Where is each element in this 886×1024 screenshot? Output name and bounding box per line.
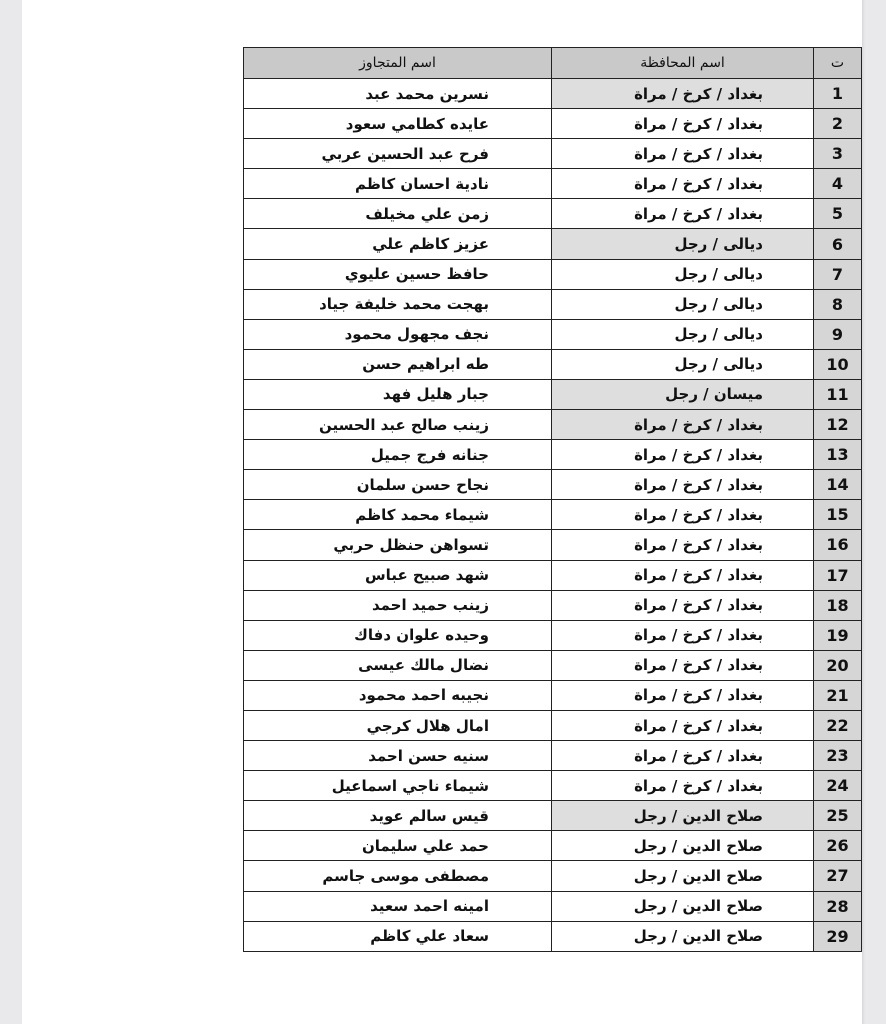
row-number: 10	[814, 349, 862, 379]
table-row	[244, 560, 862, 590]
row-number: 5	[814, 199, 862, 229]
row-number: 19	[814, 620, 862, 650]
table-row	[244, 500, 862, 530]
row-number: 20	[814, 650, 862, 680]
row-violator-name: نادية احسان كاظم	[244, 169, 552, 199]
row-governorate: ديالى / رجل	[552, 319, 814, 349]
table-row	[244, 379, 862, 409]
row-violator-name: زمن علي مخيلف	[244, 199, 552, 229]
row-number: 22	[814, 710, 862, 740]
table-row	[244, 470, 862, 500]
table-row	[244, 891, 862, 921]
row-governorate: بغداد / كرخ / مراة	[552, 530, 814, 560]
table-row	[244, 620, 862, 650]
row-violator-name: تسواهن حنظل حربي	[244, 530, 552, 560]
violators-table	[243, 47, 862, 952]
row-governorate: بغداد / كرخ / مراة	[552, 169, 814, 199]
row-violator-name: سعاد علي كاظم	[244, 921, 552, 951]
table-row	[244, 710, 862, 740]
header-number: ت	[814, 48, 862, 79]
row-governorate: بغداد / كرخ / مراة	[552, 410, 814, 440]
row-governorate: ديالى / رجل	[552, 229, 814, 259]
row-governorate: صلاح الدين / رجل	[552, 801, 814, 831]
row-number: 4	[814, 169, 862, 199]
table-header-row	[244, 48, 862, 79]
row-violator-name: وحيده علوان دفاك	[244, 620, 552, 650]
row-governorate: بغداد / كرخ / مراة	[552, 650, 814, 680]
table-row	[244, 741, 862, 771]
row-violator-name: مصطفى موسى جاسم	[244, 861, 552, 891]
row-violator-name: طه ابراهيم حسن	[244, 349, 552, 379]
row-number: 12	[814, 410, 862, 440]
row-violator-name: شيماء ناجي اسماعيل	[244, 771, 552, 801]
row-number: 1	[814, 79, 862, 109]
row-number: 25	[814, 801, 862, 831]
row-governorate: ديالى / رجل	[552, 289, 814, 319]
row-governorate: صلاح الدين / رجل	[552, 921, 814, 951]
row-governorate: ديالى / رجل	[552, 259, 814, 289]
table-row	[244, 530, 862, 560]
row-violator-name: بهجت محمد خليفة جياد	[244, 289, 552, 319]
row-number: 15	[814, 500, 862, 530]
table-row	[244, 229, 862, 259]
table-row	[244, 440, 862, 470]
row-number: 17	[814, 560, 862, 590]
table-row	[244, 650, 862, 680]
table-row	[244, 259, 862, 289]
table-row	[244, 680, 862, 710]
row-violator-name: نسرين محمد عبد	[244, 79, 552, 109]
row-governorate: بغداد / كرخ / مراة	[552, 199, 814, 229]
table-row	[244, 79, 862, 109]
row-number: 16	[814, 530, 862, 560]
row-violator-name: شهد صبيح عباس	[244, 560, 552, 590]
row-governorate: صلاح الدين / رجل	[552, 861, 814, 891]
row-number: 21	[814, 680, 862, 710]
row-violator-name: جبار هليل فهد	[244, 379, 552, 409]
row-governorate: بغداد / كرخ / مراة	[552, 500, 814, 530]
row-governorate: بغداد / كرخ / مراة	[552, 771, 814, 801]
row-governorate: صلاح الدين / رجل	[552, 831, 814, 861]
row-number: 13	[814, 440, 862, 470]
row-number: 29	[814, 921, 862, 951]
row-violator-name: امال هلال كرجي	[244, 710, 552, 740]
row-number: 23	[814, 741, 862, 771]
row-governorate: بغداد / كرخ / مراة	[552, 560, 814, 590]
row-number: 28	[814, 891, 862, 921]
row-number: 18	[814, 590, 862, 620]
row-governorate: بغداد / كرخ / مراة	[552, 590, 814, 620]
row-violator-name: سنيه حسن احمد	[244, 741, 552, 771]
row-violator-name: زينب صالح عبد الحسين	[244, 410, 552, 440]
row-governorate: صلاح الدين / رجل	[552, 891, 814, 921]
table-row	[244, 139, 862, 169]
row-number: 3	[814, 139, 862, 169]
table-row	[244, 771, 862, 801]
table-row	[244, 590, 862, 620]
row-violator-name: فرح عبد الحسين عربي	[244, 139, 552, 169]
row-governorate: بغداد / كرخ / مراة	[552, 470, 814, 500]
row-governorate: بغداد / كرخ / مراة	[552, 139, 814, 169]
row-number: 6	[814, 229, 862, 259]
table-row	[244, 289, 862, 319]
row-violator-name: امينه احمد سعيد	[244, 891, 552, 921]
row-violator-name: جنانه فرج جميل	[244, 440, 552, 470]
table-row	[244, 921, 862, 951]
row-violator-name: حمد علي سليمان	[244, 831, 552, 861]
row-number: 7	[814, 259, 862, 289]
table-row	[244, 801, 862, 831]
header-governorate: اسم المحافظة	[552, 48, 814, 79]
row-violator-name: حافظ حسين عليوي	[244, 259, 552, 289]
table-row	[244, 319, 862, 349]
table-row	[244, 199, 862, 229]
row-governorate: بغداد / كرخ / مراة	[552, 440, 814, 470]
row-governorate: بغداد / كرخ / مراة	[552, 109, 814, 139]
row-governorate: ديالى / رجل	[552, 349, 814, 379]
table-row	[244, 169, 862, 199]
row-violator-name: عزيز كاظم علي	[244, 229, 552, 259]
row-governorate: بغداد / كرخ / مراة	[552, 680, 814, 710]
row-violator-name: زينب حميد احمد	[244, 590, 552, 620]
table-row	[244, 109, 862, 139]
row-number: 14	[814, 470, 862, 500]
row-number: 24	[814, 771, 862, 801]
table-row	[244, 861, 862, 891]
row-number: 8	[814, 289, 862, 319]
row-governorate: بغداد / كرخ / مراة	[552, 710, 814, 740]
row-number: 26	[814, 831, 862, 861]
row-number: 9	[814, 319, 862, 349]
row-governorate: بغداد / كرخ / مراة	[552, 741, 814, 771]
row-governorate: بغداد / كرخ / مراة	[552, 620, 814, 650]
table-row	[244, 349, 862, 379]
row-number: 2	[814, 109, 862, 139]
row-number: 27	[814, 861, 862, 891]
table-body	[244, 79, 862, 952]
row-violator-name: شيماء محمد كاظم	[244, 500, 552, 530]
row-violator-name: نجف مجهول محمود	[244, 319, 552, 349]
row-violator-name: نضال مالك عيسى	[244, 650, 552, 680]
row-number: 11	[814, 379, 862, 409]
row-governorate: بغداد / كرخ / مراة	[552, 79, 814, 109]
row-violator-name: نجاح حسن سلمان	[244, 470, 552, 500]
table-row	[244, 410, 862, 440]
table-row	[244, 831, 862, 861]
row-governorate: ميسان / رجل	[552, 379, 814, 409]
header-violator-name: اسم المتجاوز	[244, 48, 552, 79]
row-violator-name: قيس سالم عويد	[244, 801, 552, 831]
row-violator-name: نجيبه احمد محمود	[244, 680, 552, 710]
row-violator-name: عايده كطامي سعود	[244, 109, 552, 139]
